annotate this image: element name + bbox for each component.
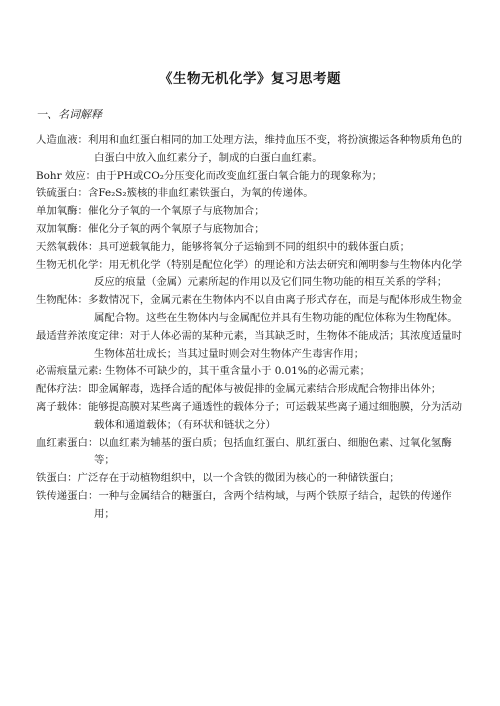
document-title: 《生物无机化学》复习思考题 bbox=[159, 71, 341, 87]
term-entry-dioxygenase: 双加氧酶：催化分子氧的两个氧原子与底物加合； bbox=[36, 222, 265, 235]
term-entry-transferrin: 铁传递蛋白：一种与金属结合的糖蛋白，含两个结构域，与两个铁原子结合，起铁的传递作用； bbox=[36, 489, 452, 520]
term-entry-ionophore: 离子载体：能够提高膜对某些离子通透性的载体分子；可运载某些离子通过细胞膜，分为活动载体和通道载体；（有环状和链状之分） bbox=[36, 400, 463, 431]
term-entry-monooxygenase: 单加氧酶：催化分子氧的一个氧原子与底物加合； bbox=[36, 205, 265, 218]
term-entry-natural-oxygen-carrier: 天然氧载体：具可逆载氧能力，能够将氧分子运输到不同的组织中的载体蛋白质； bbox=[36, 240, 411, 253]
term-entry-bioinorganic-chemistry: 生物无机化学：用无机化学（特别是配位化学）的理论和方法去研究和阐明参与生物体内化学反应的痕量（金属）元素所起的作用以及它们同生物功能的相互关系的学科； bbox=[36, 258, 463, 289]
term-entry-heme-protein: 血红素蛋白：以血红素为辅基的蛋白质；包括血红蛋白、肌红蛋白、细胞色素、过氧化氢酶等； bbox=[36, 436, 452, 467]
term-entry-bioligand: 生物配体：多数情况下，金属元素在生物体内不以自由离子形式存在，而是与配体形成生物金属配合物。这些在生物体内与金属配位并具有生物功能的配位体称为生物配体。 bbox=[36, 294, 463, 324]
term-entry-essential-trace-element: 必需痕量元素: 生物体不可缺少的，其干重含量小于 0.01%的必需元素； bbox=[36, 365, 371, 378]
term-entry-ferritin: 铁蛋白：广泛存在于动植物组织中，以一个含铁的微团为核心的一种储铁蛋白； bbox=[36, 472, 400, 485]
term-entry-bohr-effect: Bohr 效应：由于PH或CO₂分压变化而改变血红蛋白氧合能力的现象称为； bbox=[36, 169, 383, 182]
term-entry-iron-sulfur-protein: 铁硫蛋白：含Fe₂S₂簇核的非血红素铁蛋白，为氧的传递体。 bbox=[36, 187, 314, 200]
term-entry-optimal-nutrition-law: 最适营养浓度定律：对于人体必需的某种元素，当其缺乏时，生物体不能成活；其浓度适量时生物体茁壮成长；当其过量时则会对生物体产生毒害作用； bbox=[36, 329, 463, 360]
term-entry-ligand-therapy: 配体疗法：即金属解毒，选择合适的配体与被促排的金属元素结合形成配合物排出体外； bbox=[36, 383, 442, 396]
section-heading: 一、名词解释 bbox=[36, 108, 102, 121]
term-list bbox=[36, 132, 472, 524]
term-entry-artificial-blood: 人造血液：利用和血红蛋白相同的加工处理方法，维持血压不变，将扮演搬运各种物质角色的白蛋白中放入血红素分子，制成的白蛋白血红素。 bbox=[36, 134, 463, 164]
